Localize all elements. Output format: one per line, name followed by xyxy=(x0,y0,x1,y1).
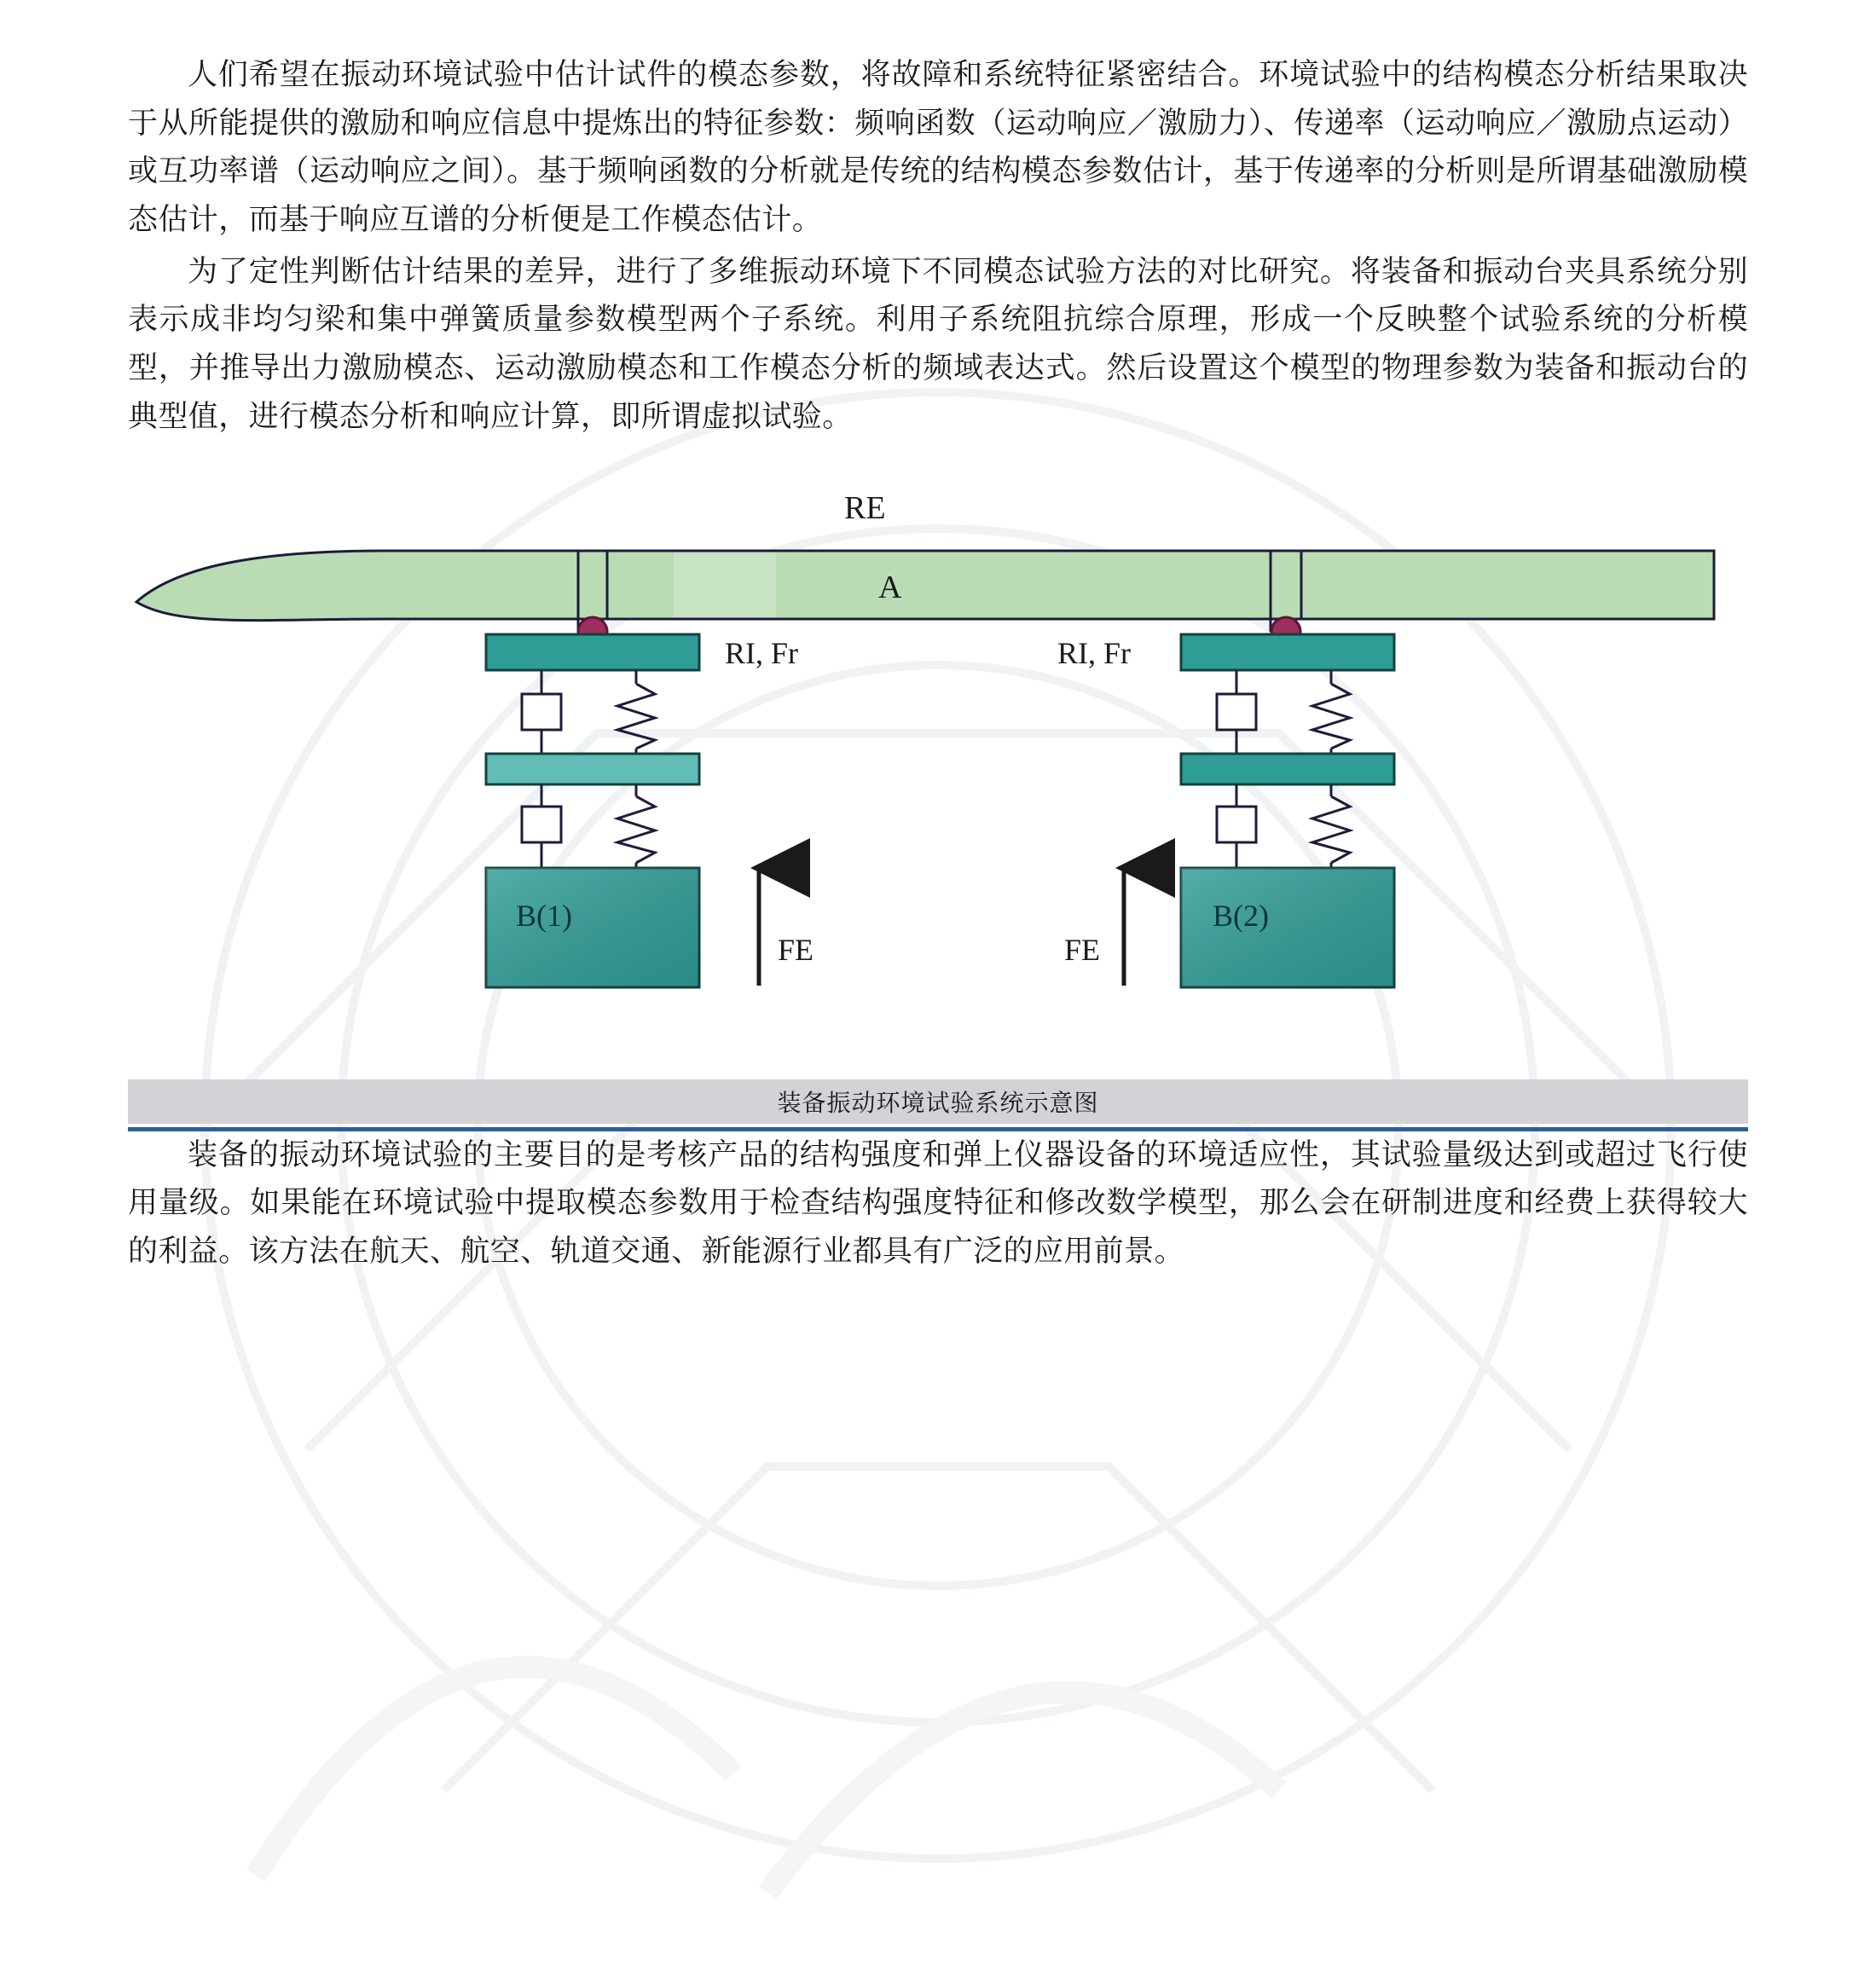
left-spring-upper xyxy=(617,684,655,749)
label-base-left: B(1) xyxy=(516,898,572,933)
right-spring-lower xyxy=(1312,796,1350,863)
label-interface-right: RI, Fr xyxy=(1057,635,1132,670)
figure-caption-bar xyxy=(128,1079,1748,1124)
vibration-test-system-diagram xyxy=(128,483,1748,1079)
paragraph-1: 人们希望在振动环境试验中估计试件的模态参数，将故障和系统特征紧密结合。环境试验中的结构模态分析结果取决于从所能提供的激励和响应信息中提炼出的特征参数：频响函数（运动响应／激励力）、传递率（运动响应／激励点运动）或互功率谱（运动响应之间）。基于频响函数的分析就是传统的结构模态参数估计，基于传递率的分析则是所谓基础激励模态估计，而基于响应互谱的分析便是工作模态估计。 xyxy=(128,58,1748,237)
right-spring-upper xyxy=(1312,684,1350,749)
label-beam-a: A xyxy=(878,569,902,605)
right-top-plate xyxy=(1181,634,1394,670)
left-spring-lower xyxy=(617,796,655,863)
beam-shape xyxy=(136,551,1714,621)
beam-highlight xyxy=(674,552,776,617)
figure-block xyxy=(128,483,1748,1131)
figure-caption: 装备振动环境试验系统示意图 xyxy=(777,1089,1099,1116)
paragraph-3: 装备的振动环境试验的主要目的是考核产品的结构强度和弹上仪器设备的环境适应性，其试验量级达到或超过飞行使用量级。如果能在环境试验中提取模态参数用于检查结构强度特征和修改数学模型，那么会在研制进度和经费上获得较大的利益。该方法在航天、航空、轨道交通、新能源行业都具有广泛的应用前景。 xyxy=(128,1137,1748,1268)
left-damper-body-lower xyxy=(522,807,561,842)
right-damper-body-lower xyxy=(1217,807,1256,842)
figure-underline-rule xyxy=(128,1127,1748,1131)
label-interface-left: RI, Fr xyxy=(725,635,799,670)
right-middle-plate xyxy=(1181,754,1394,784)
left-middle-plate xyxy=(486,754,699,784)
right-damper-body-upper xyxy=(1217,694,1256,730)
left-damper-body-upper xyxy=(522,694,561,730)
paragraph-2: 为了定性判断估计结果的差异，进行了多维振动环境下不同模态试验方法的对比研究。将装备和振动台夹具系统分别表示成非均匀梁和集中弹簧质量参数模型两个子系统。利用子系统阻抗综合原理，形成一个反映整个试验系统的分析模型，并推导出力激励模态、运动激励模态和工作模态分析的频域表达式。然后设置这个模型的物理参数为装备和振动台的典型值，进行模态分析和响应计算，即所谓虚拟试验。 xyxy=(128,254,1748,433)
left-top-plate xyxy=(486,634,699,670)
figure-diagram xyxy=(128,483,1748,1079)
label-base-right: B(2) xyxy=(1213,898,1269,933)
label-re: RE xyxy=(844,489,886,526)
label-force-left: FE xyxy=(778,932,814,967)
label-force-right: FE xyxy=(1064,932,1101,967)
